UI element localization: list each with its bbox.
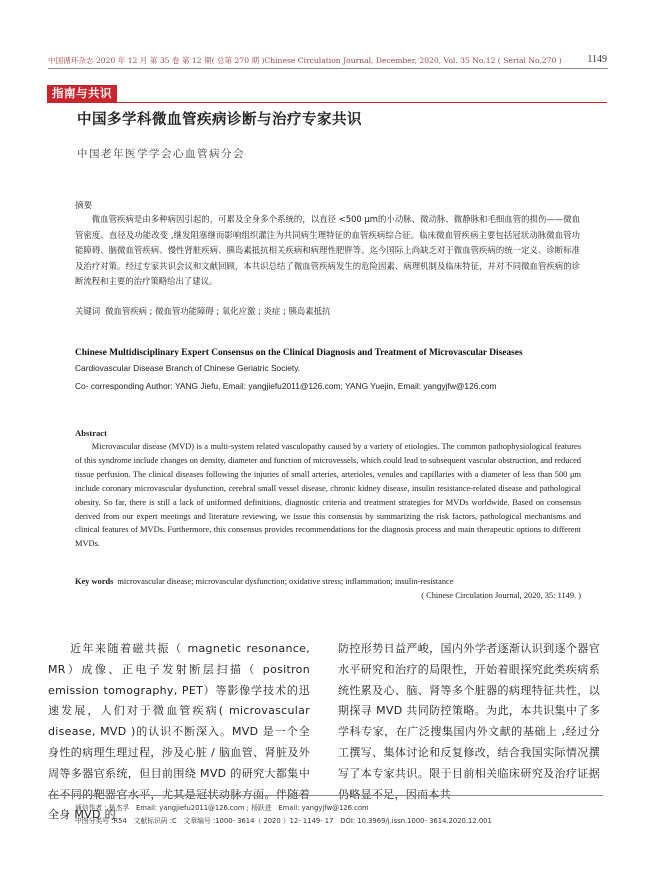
footnote-classification: 中图分类号 :R54 文献标识码 :C 文章编号 :1000- 3614（ 2020 ）12- 1149- 17 DOI: 10.3969/j.issn.1000- 3614.2020.12.001 — [75, 817, 492, 825]
chinese-keywords-text: 微血管疾病 ; 微血管功能障碍 ; 氧化应激 ; 炎症 ; 胰岛素抵抗 — [105, 306, 331, 316]
chinese-author: 中国老年医学学会心血管病分会 — [77, 148, 245, 160]
footnote-correspondence: 通信作者 : 杨杰孚 Email: yangjiefu2011@126.com ; 杨跃进 Email: yangyjfw@126.com — [75, 804, 369, 812]
header-divider — [48, 68, 608, 69]
english-keywords — [75, 577, 453, 586]
chinese-abstract: 微血管疾病是由多种病因引起的，可累及全身多个系统的，以直径 <500 μm的小动脉、微动脉、微静脉和毛细血管的损伤——微血管密度、直径及功能改变 ,继发阻塞继而影响组织灌注为共同病生理特征的血管疾病综合征。临床微血管疾病主要包括冠状动脉微血管功能障碍、脑微血管疾病、慢性肾脏疾病、胰岛素抵抗相关疾病和病理性肥胖等。迄今国际上尚缺乏对于微血管疾病的统一定义、诊断标准及治疗对策。经过专家共识会议和文献回顾，本共识总结了微血管疾病发生的危险因素、病理机制及临床特征，并对不同微血管疾病的诊断流程和主要的治疗策略给出了建议。 — [75, 214, 580, 287]
journal-header: 中国循环杂志 2020 年 12 月 第 35 卷 第 12 期( 总第 270 期 )Chinese Circulation Journal, December, 2020, Vol. 35 No.12 ( Serial No.270 ) — [48, 56, 562, 65]
english-title: Chinese Multidisciplinary Expert Consensus on the Clinical Diagnosis and Treatment of Microvascular Diseases — [75, 348, 523, 358]
section-badge: 指南与共识 — [47, 85, 117, 102]
chinese-keywords-label: 关键词 — [75, 306, 101, 316]
english-affiliation: Cardiovascular Disease Branch of Chinese Geriatric Society. — [75, 363, 301, 373]
page-number: 1149 — [587, 54, 607, 65]
english-abstract: Microvascular disease (MVD) is a multi-system related vasculopathy caused by a variety of etiologies. The common pathophysiological features of this syndrome include changes on density, diameter and function of microvessels, which could lead to subsequent vascular obstruction, and reduced tissue perfusion. The clinical diseases following the injuries of small arteries, arterioles, venules and capillaries with a diameter of less than 500 μm include coronary microvascular dysfunction, cerebral small vessel disease, chronic kidney disease, insulin resistance-related disease and pathological obesity. So far, there is still a lack of uniformed definitions, diagnostic criteria and treatment strategies for MVDs worldwide. Based on consensus derived from our expert meetings and literature reviewing, we issue this consensus by summarizing the risk factors, pathological mechanisms and clinical features of MVDs. Furthermore, this consensus provides recommendations for the diagnosis process and main therapeutic options to different MVDs. — [75, 442, 581, 549]
english-keywords-text: microvascular disease; microvascular dysfunction; oxidative stress; inflammation; insulin-resistance — [117, 577, 454, 586]
corresponding-authors: Co- corresponding Author: YANG Jiefu, Email: yangjiefu2011@126.com; YANG Yuejin, Email: yangyjfw@126.com — [75, 381, 497, 391]
body-left-column: 近年来随着磁共振（ magnetic resonance, MR）成像、正电子发射断层扫描（ positron emission tomography, PET）等影像学技术的迅速发展，人们对于微血管疾病( microvascular disease, MVD )的认识不断深入。MVD 是一个全身性的病理生理过程，涉及心脏 / 脑血管、肾脏及外周等多器官系统，但目前围绕 MVD 的研究大都集中在不同的靶器官水平，尤其是冠状动脉方面。伴随着全身 MVD 的 — [48, 642, 310, 822]
english-keywords-label: Key words — [75, 577, 114, 586]
citation: ( Chinese Circulation Journal, 2020, 35: 1149. ) — [421, 591, 581, 600]
chinese-abstract-label: 摘要 — [75, 201, 93, 211]
footer-divider — [48, 795, 603, 796]
chinese-title: 中国多学科微血管疾病诊断与治疗专家共识 — [77, 112, 362, 128]
english-abstract-label: Abstract — [75, 428, 107, 438]
section-divider — [47, 102, 607, 103]
body-right-column: 防控形势日益严峻，国内外学者逐渐认识到逐个器官水平研究和治疗的局限性，开始着眼探究此类疾病系统性累及心、脑、肾等多个脏器的病理特征共性，以期探寻 MVD 共同防控策略。为此，本共识集中了多学科专家，在广泛搜集国内外文献的基础上 ,经过分工撰写、集体讨论和反复修改，结合我国实际情况撰写了本专家共识。限于目前相关临床研究及治疗证据仍略显不足，因而本共 — [338, 642, 600, 801]
chinese-keywords — [75, 305, 330, 317]
